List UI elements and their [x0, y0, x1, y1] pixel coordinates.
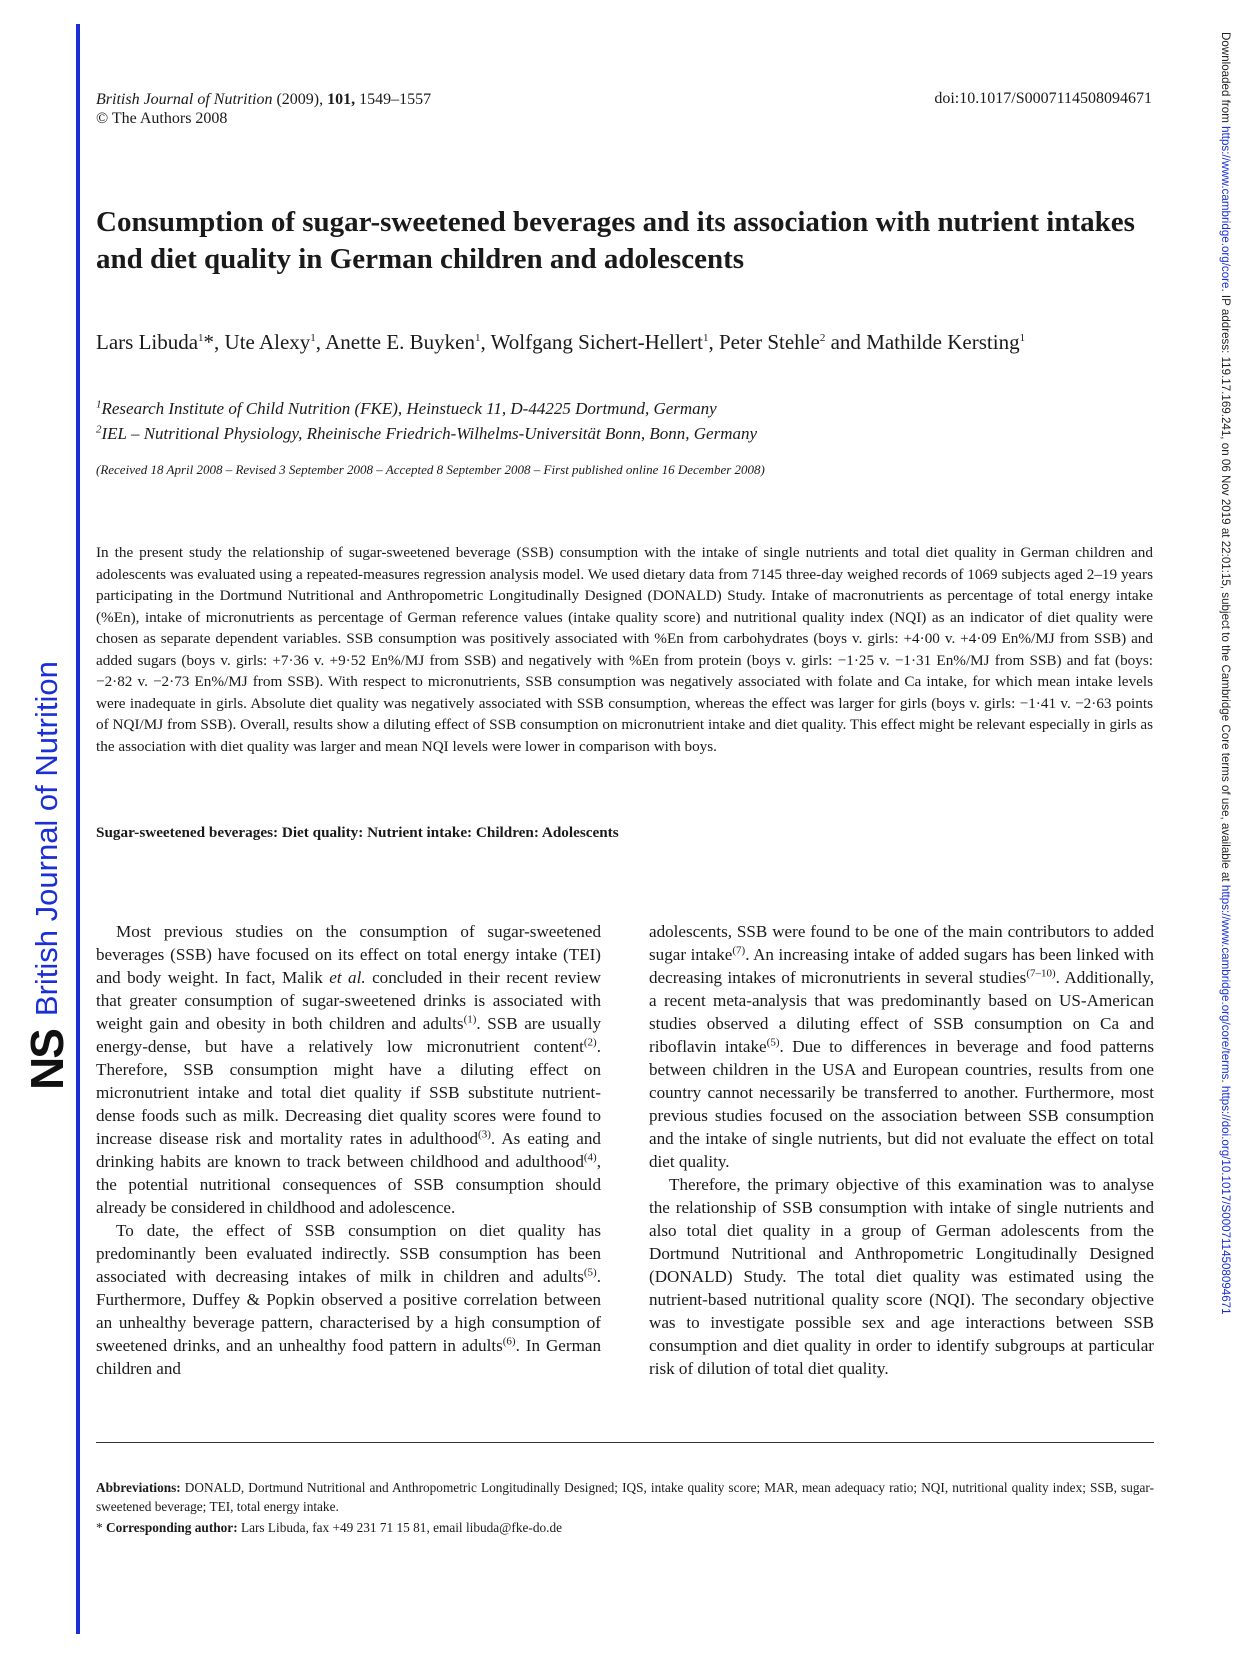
citation-ref: (5): [766, 1036, 780, 1049]
body-text: concluded in their recent review that greater consumption of sugar-sweetened drinks is associated with weight gain and obesity in both children and adults: [96, 968, 601, 1033]
affiliation-text: IEL – Nutritional Physiology, Rheinische Friedrich-Wilhelms-Universität Bonn, Bonn, Germany: [101, 424, 758, 443]
journal-name: British Journal of Nutrition: [96, 91, 273, 108]
author-list: [96, 328, 1156, 357]
affiliation-line: [96, 421, 1156, 446]
body-column-right: [649, 920, 1154, 1380]
author-name: Peter Stehle: [718, 330, 820, 354]
author-affil-mark: 1: [310, 332, 316, 344]
keywords: Sugar-sweetened beverages: Diet quality: Nutrient intake: Children: Adolescents: [96, 824, 619, 841]
affiliation-text: Research Institute of Child Nutrition (FKE), Heinstueck 11, D-44225 Dortmund, Germany: [101, 399, 717, 418]
author-separator: ,: [708, 330, 719, 354]
body-text: . As eating and drinking habits are known to track between childhood and adulthood: [96, 1129, 601, 1171]
author-separator: ,: [315, 330, 326, 354]
author-affil-mark: 1: [1019, 332, 1026, 344]
author-name: Anette E. Buyken: [325, 330, 476, 354]
body-text: . Additionally, a recent meta-analysis that was predominantly based on US-American studies observed a diluting effect of SSB consumption on Ca and riboflavin intake: [649, 968, 1154, 1056]
download-notice: Downloaded from https://www.cambridge.org/core. IP address: 119.17.169.241, on 06 Nov 2019 at 22:01:15, subject to the Cambridge Core terms of use, available at https://www.cambridge.org/core/terms. https://doi.org/10.1017/S0007114508094671: [1219, 32, 1232, 1315]
author-affil-mark: 2: [819, 332, 826, 344]
author-name: Lars Libuda: [96, 330, 199, 354]
body-text: . Due to differences in beverage and food patterns between children in the USA and European countries, results from one country cannot necessarily be transferred to another. Furthermore, most previous studies focused on the association between SSB consumption and the intake of single nutrients, but did not evaluate the effect on total diet quality.: [649, 1037, 1155, 1171]
body-text: . Furthermore, Duffey & Popkin observed a positive correlation between an unhealthy beverage pattern, characterised by a high consumption of sweetened drinks, and an unhealthy food pattern in adults: [96, 1267, 601, 1355]
citation-ref: (7–10): [1026, 967, 1056, 980]
citation-ref: (4): [583, 1151, 597, 1164]
journal-side-name: British Journal of Nutrition: [29, 661, 64, 1017]
body-text: Therefore, the primary objective of this examination was to analyse the relationship of SSB consumption with intake of single nutrients and also total diet quality in a group of German adolescents from the Dortmund Nutritional and Anthropometric Longitudinally Designed (DONALD) Study. The total diet quality was estimated using the nutrient-based nutritional quality score (NQI). The secondary objective was to investigate possible sex and age interactions between SSB consumption and diet quality in order to identify subgroups at particular risk of dilution of total diet quality.: [649, 1175, 1154, 1378]
author-affil-mark: 1: [702, 332, 709, 344]
citation-ref: (1): [463, 1013, 477, 1026]
ns-logo: NS: [21, 1030, 73, 1090]
footnote-divider: [96, 1442, 1154, 1443]
author-affil-mark: 1: [475, 332, 481, 344]
body-paragraph: [649, 1173, 1154, 1380]
doi-link[interactable]: https://doi.org/10.1017/S0007114508094671: [1219, 1085, 1232, 1315]
journal-side-branding: [20, 661, 74, 1090]
body-text: Most previous studies on the consumption of sugar-sweetened beverages (SSB) have focused on its effect on total energy intake (TEI) and body weight. In fact, Malik: [96, 922, 601, 987]
affiliations: [96, 396, 1156, 446]
copyright: © The Authors 2008: [96, 110, 228, 127]
body-text: . In German children and: [96, 1336, 601, 1378]
author-name: Ute Alexy: [224, 330, 311, 354]
journal-pages: 1549–1557: [359, 91, 432, 108]
doi: doi:10.1017/S0007114508094671: [934, 90, 1152, 107]
body-text: , the potential nutritional consequences of SSB consumption should already be considered in childhood and adolescence.: [96, 1152, 601, 1217]
author-separator: *,: [203, 330, 225, 354]
affiliation-line: [96, 396, 1156, 421]
citation-ref: (6): [502, 1335, 516, 1348]
abbreviations-footnote: Abbreviations: DONALD, Dortmund Nutritional and Anthropometric Longitudinally Designed; IQS, intake quality score; MAR, mean adequacy ratio; NQI, nutritional quality index; SSB, sugar-sweetened beverage; TEI, total energy intake.: [96, 1480, 1154, 1514]
terms-link[interactable]: https://www.cambridge.org/core/terms: [1219, 884, 1232, 1080]
author-name: Wolfgang Sichert-Hellert: [490, 330, 703, 354]
citation-ref: (3): [478, 1128, 491, 1141]
author-separator: and: [825, 330, 867, 354]
corresponding-author-footnote: * Corresponding author: Lars Libuda, fax +49 231 71 15 81, email libuda@fke-do.de: [96, 1520, 563, 1535]
footnotes: [96, 1478, 1154, 1539]
journal-citation: [96, 90, 431, 128]
body-paragraph: [96, 1219, 601, 1380]
cambridge-core-link[interactable]: https://www.cambridge.org/core: [1219, 126, 1232, 289]
affiliation-mark: 1: [96, 398, 102, 411]
body-text: . Therefore, SSB consumption might have a diluting effect on micronutrient intake and total diet quality if SSB substitute nutrient-dense foods such as milk. Decreasing diet quality scores were found to increase disease risk and mortality rates in adulthood: [96, 1037, 601, 1148]
body-paragraph: [649, 920, 1154, 1173]
body-text: To date, the effect of SSB consumption on diet quality has predominantly been evaluated indirectly. SSB consumption has been associated with decreasing intakes of milk in children and adults: [96, 1221, 601, 1286]
citation-ref: (5): [583, 1266, 597, 1279]
journal-volume: 101,: [327, 91, 356, 108]
citation-ref: (2): [583, 1036, 597, 1049]
body-text: . SSB are usually energy-dense, but have a relatively low micronutrient content: [96, 1014, 601, 1056]
journal-side-rule: [76, 24, 80, 1634]
body-paragraph: [96, 920, 601, 1219]
body-column-left: [96, 920, 601, 1380]
body-text: adolescents, SSB were found to be one of the main contributors to added sugar intake: [649, 922, 1154, 964]
abstract: In the present study the relationship of sugar-sweetened beverage (SSB) consumption with the intake of single nutrients and total diet quality in German children and adolescents was evaluated using a repeated-measures regression analysis model. We used dietary data from 7145 three-day weighed records of 1069 subjects aged 2–19 years participating in the Dortmund Nutritional and Anthropometric Longitudinally Designed (DONALD) Study. Intake of macronutrients as percentage of total energy intake (%En), intake of micronutrients as percentage of German reference values (intake quality score) and nutritional quality index (NQI) as an indicator of diet quality were chosen as separate dependent variables. SSB consumption was positively associated with %En from carbohydrates (boys v. girls: +4·00 v. +4·09 En%/MJ from SSB) and added sugars (boys v. girls: +7·36 v. +9·52 En%/MJ from SSB) and negatively with %En from protein (boys v. girls: −1·25 v. −1·31 En%/MJ from SSB) and fat (boys: −2·82 v. −2·73 En%/MJ from SSB). With respect to micronutrients, SSB consumption was negatively associated with folate and Ca intake, for which mean intake levels were inadequate in girls. Absolute diet quality was negatively associated with SSB consumption, whereas the effect was larger for girls (boys v. girls: −1·41 v. −2·63 points of NQI/MJ from SSB). Overall, results show a diluting effect of SSB consumption on micronutrient intake and diet quality. This effect might be relevant especially in girls as the association with diet quality was larger and mean NQI levels were lower in comparison with boys.: [96, 544, 1153, 755]
author-separator: ,: [480, 330, 491, 354]
body-text: . An increasing intake of added sugars has been linked with decreasing intakes of micronutrients in several studies: [649, 945, 1154, 987]
author-name: Mathilde Kersting: [866, 330, 1020, 354]
body-italic: et al.: [329, 968, 366, 987]
received-dates: (Received 18 April 2008 – Revised 3 September 2008 – Accepted 8 September 2008 – First published online 16 December 2008): [96, 462, 765, 477]
author-affil-mark: 1: [198, 332, 204, 344]
citation-ref: (7): [732, 944, 746, 957]
affiliation-mark: 2: [96, 423, 102, 436]
journal-year: (2009),: [276, 91, 324, 108]
article-title: Consumption of sugar-sweetened beverages and its association with nutrient intakes and diet quality in German children and adolescents: [96, 206, 1135, 275]
